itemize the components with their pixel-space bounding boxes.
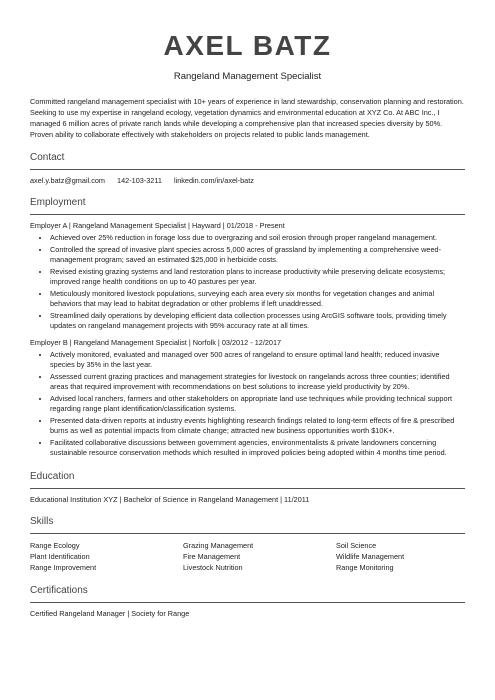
- employment-heading: Employment: [30, 197, 465, 215]
- skill-item: Fire Management: [183, 551, 241, 561]
- job-bullet: • Meticulously monitored livestock populations, surveying each area every six months for vegetation changes and animal behaviors that may lead to habitat degradation or other problems if left unaddressed.: [50, 289, 465, 310]
- phone-number: 142-103-3211: [117, 176, 162, 185]
- job-bullet: • Presented data-driven reports at industry events highlighting research findings related to long-term effects of fire & prescribed burns as well as potential impacts from climate change; attracted new business opportunities worth $10K+.: [50, 416, 465, 437]
- contact-line: [30, 176, 465, 185]
- job-bullets: [30, 350, 465, 459]
- job-header: Employer B | Rangeland Management Specialist | Norfolk | 03/2012 - 12/2017: [30, 337, 282, 347]
- email-link[interactable]: axel.y.batz@gmail.com: [30, 176, 105, 185]
- certification-entry: Certified Rangeland Manager | Society for Range: [30, 608, 190, 618]
- skill-item: Range Monitoring: [336, 562, 394, 572]
- skill-item: Range Ecology: [30, 540, 80, 550]
- job-bullet: • Streamlined daily operations by developing efficient data collection processes using ArcGIS software tools, providing timely updates on rangeland management projects with 95% accuracy rate at all times.: [50, 311, 465, 332]
- contact-heading: Contact: [30, 152, 465, 170]
- skill-item: Wildlife Management: [336, 551, 405, 561]
- education-heading: Education: [30, 471, 465, 489]
- job-bullet: • Revised existing grazing systems and land restoration plans to increase productivity while preserving delicate ecosystems; improved range health conditions on up to 40 pastures per year.: [50, 267, 465, 288]
- certifications-heading: Certifications: [30, 585, 465, 603]
- linkedin-link[interactable]: linkedin.com/in/axel-batz: [173, 176, 254, 185]
- job-bullet: • Actively monitored, evaluated and managed over 500 acres of rangeland to ensure optimal land health; reduced invasive species by 35% in the last year.: [50, 350, 465, 371]
- skill-item: Soil Science: [336, 540, 377, 550]
- skill-item: Livestock Nutrition: [183, 562, 243, 572]
- job-bullet: • Advised local ranchers, farmers and other stakeholders on appropriate land use techniques while providing technical support regarding range plant identification/classification systems.: [50, 394, 465, 415]
- skill-item: Range Improvement: [30, 562, 97, 572]
- job-bullet: • Achieved over 25% reduction in forage loss due to overgrazing and soil erosion through proper rangeland management.: [50, 233, 465, 244]
- summary-paragraph: Committed rangeland management specialist with 10+ years of experience in land stewardship, conservation planning and restoration. Seeking to use my expertise in rangeland ecology, vegetation dynamics and environmental education at XYZ Co. At ABC Inc., I managed 6 million acres of private ranch lands while developing a comprehensive plan that increased species diversity by 50%. Proven ability to collaborate effectively with stakeholders on projects related to public lands management.: [30, 97, 464, 139]
- job-bullets: [30, 233, 465, 332]
- skills-heading: Skills: [30, 516, 465, 534]
- skill-item: Plant Identification: [30, 551, 90, 561]
- skill-item: Grazing Management: [183, 540, 254, 550]
- skills-grid: [30, 540, 465, 573]
- candidate-name: AXEL BATZ: [163, 30, 332, 61]
- job-bullet: • Facilitated collaborative discussions between government agencies, environmentalists & private landowners concerning sustainable resource conservation methods which resulted in improved policies being adopted within 4 months time period.: [50, 438, 465, 459]
- education-entry: Educational Institution XYZ | Bachelor of Science in Rangeland Management | 11/2011: [30, 494, 310, 504]
- job-title: Rangeland Management Specialist: [173, 71, 322, 82]
- job-bullet: • Assessed current grazing practices and management strategies for livestock on rangelands across three counties; identified areas that required improvement with recommendations on best solutions to increase yield productivity by 20%.: [50, 372, 465, 393]
- job-bullet: • Controlled the spread of invasive plant species across 5,000 acres of grassland by implementing a comprehensive weed-management program; saved an estimated $25,000 in herbicide costs.: [50, 245, 465, 266]
- job-header: Employer A | Rangeland Management Specialist | Hayward | 01/2018 - Present: [30, 221, 285, 230]
